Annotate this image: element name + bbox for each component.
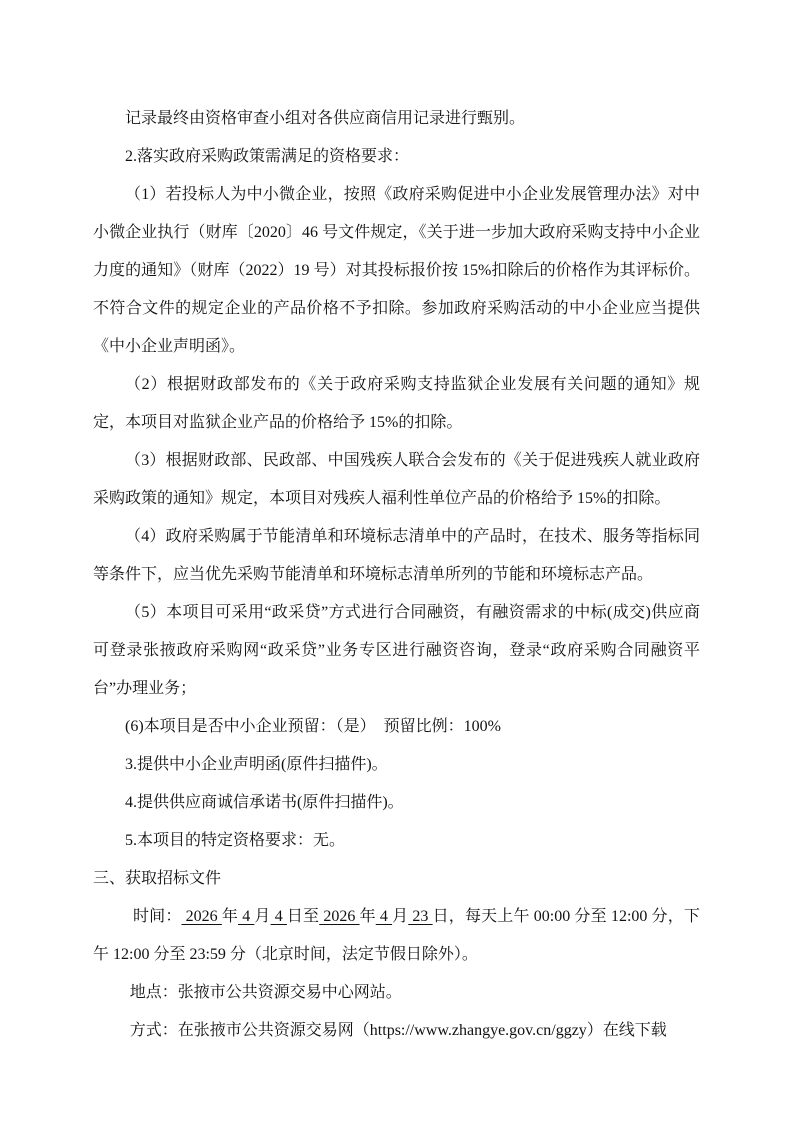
underlined-fill-in-value: 4 <box>375 908 393 925</box>
underlined-fill-in-value: 2026 <box>319 908 360 925</box>
paragraph-time <box>93 898 700 974</box>
paragraph-item-3: 3.提供中小企业声明函(原件扫描件)。 <box>125 756 388 773</box>
paragraph-item-5: 5.本项目的特定资格要求：无。 <box>125 832 346 849</box>
underlined-fill-in-value: 2026 <box>181 908 222 925</box>
underlined-fill-in-value: 23 <box>408 908 433 925</box>
paragraph-item-2-4: （4）政府采购属于节能清单和环境标志清单中的产品时，在技术、服务等指标同等条件下，应当优先采购节能清单和环境标志清单所列的节能和环境标志产品。 <box>93 528 700 583</box>
paragraph-item-2-3: （3）根据财政部、民政部、中国残疾人联合会发布的《关于促进残疾人就业政府采购政策的通知》规定，本项目对残疾人福利性单位产品的价格给予 15%的扣除。 <box>93 452 700 507</box>
text-segment: 时间： <box>133 908 182 925</box>
underlined-fill-in-value: 4 <box>238 908 255 925</box>
underlined-fill-in-value: 4 <box>270 908 287 925</box>
paragraph-credit-record: 记录最终由资格审查小组对各供应商信用记录进行甄别。 <box>125 110 526 127</box>
document-body <box>93 100 700 1050</box>
paragraph-item-2-6: (6)本项目是否中小企业预留：（是） 预留比例：100% <box>125 718 501 735</box>
text-segment: 日，每天上午 00:00 分至 12:00 分，下午 12:00 分至 23:59 分（北京时间，法定节假日除外）。 <box>93 908 700 963</box>
paragraph-method: 方式：在张掖市公共资源交易网（https://www.zhangye.gov.cn/ggzy）在线下载 <box>129 1022 667 1039</box>
paragraph-item-2-2: （2）根据财政部发布的《关于政府采购支持监狱企业发展有关问题的通知》规定，本项目对监狱企业产品的价格给予 15%的扣除。 <box>93 376 700 431</box>
text-segment: 年 <box>359 908 376 925</box>
paragraph-item-2-1: （1）若投标人为中小微企业，按照《政府采购促进中小企业发展管理办法》对中小微企业执行（财库〔2020〕46 号文件规定，《关于进一步加大政府采购支持中小企业力度的通知》（财库（2022）19 号）对其投标报价按 15%扣除后的价格作为其评标价。不符合文件的规定企业的产品价格不予扣除。参加政府采购活动的中小企业应当提供《中小企业声明函》。 <box>93 186 700 355</box>
text-segment: 年 <box>221 908 239 925</box>
text-segment: 月 <box>254 908 271 925</box>
paragraph-location: 地点：张掖市公共资源交易中心网站。 <box>129 984 402 1001</box>
paragraph-item-2-5: （5）本项目可采用“政采贷”方式进行合同融资，有融资需求的中标(成交)供应商可登录张掖政府采购网“政采贷”业务专区进行融资咨询，登录“政府采购合同融资平台”办理业务； <box>93 604 700 697</box>
text-segment: 日至 <box>286 908 320 925</box>
text-segment: 月 <box>392 908 409 925</box>
paragraph-item-4: 4.提供供应商诚信承诺书(原件扫描件)。 <box>125 794 404 811</box>
paragraph-item-2: 2.落实政府采购政策需满足的资格要求： <box>125 148 410 165</box>
section-heading-3: 三、获取招标文件 <box>93 870 222 887</box>
